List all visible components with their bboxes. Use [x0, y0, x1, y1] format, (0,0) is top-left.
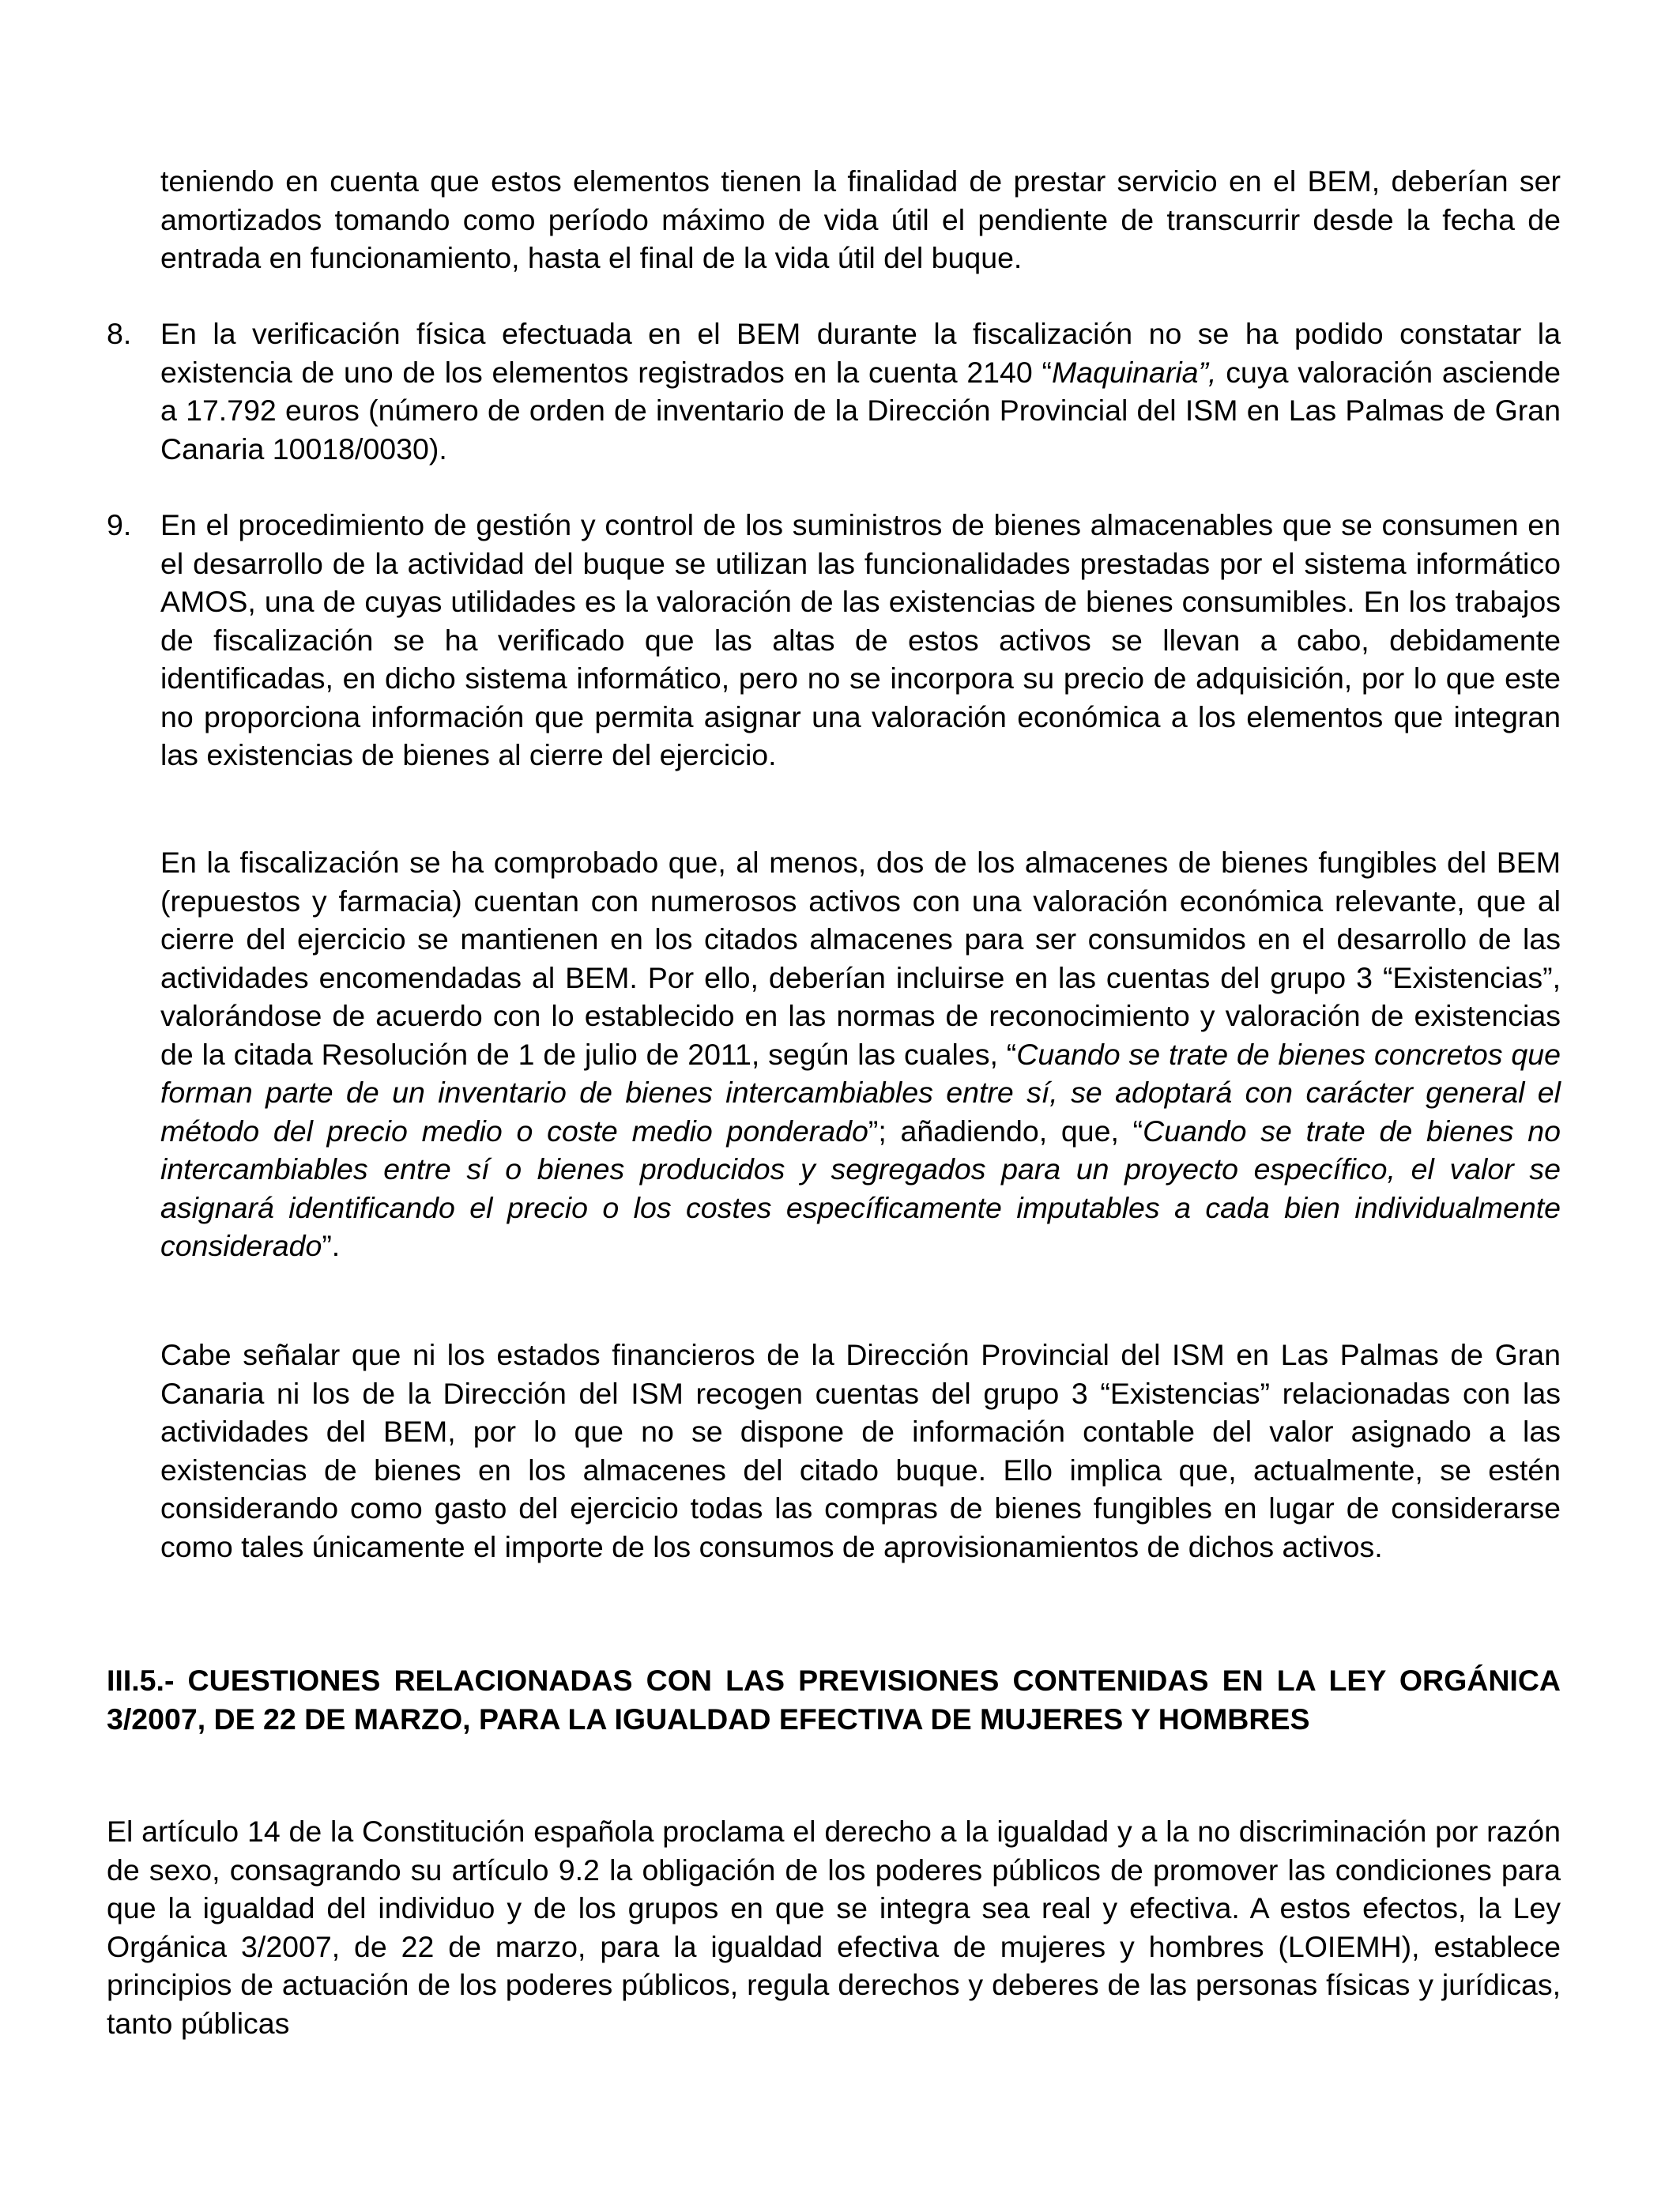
cabe-senalar-paragraph: Cabe señalar que ni los estados financieros de la Dirección Provincial del ISM en Las Palmas de Gran Canaria ni los de la Dirección del ISM recogen cuentas del grupo 3 “Existencias” relacionadas con las actividades del BEM, por lo que no se dispone de información contable del valor asignado a las existencias de bienes en los almacenes del citado buque. Ello implica que, actualmente, se estén considerando como gasto del ejercicio todas las compras de bienes fungibles en lugar de considerarse como tales únicamente el importe de los consumos de aprovisionamientos de dichos activos. [160, 1338, 1561, 1563]
item-8-paragraph [160, 315, 1561, 468]
item-8-number: 8. [107, 317, 132, 350]
item-9-paragraph: En el procedimiento de gestión y control de los suministros de bienes almacenables que se consumen en el desarrollo de la actividad del buque se utilizan las funcionalidades prestadas por el sistema informático AMOS, una de cuyas utilidades es la valoración de las existencias de bienes consumibles. En los trabajos de fiscalización se ha verificado que las altas de estos activos se llevan a cabo, debidamente identificadas, en dicho sistema informático, pero no se incorpora su precio de adquisición, por lo que este no proporciona información que permita asignar una valoración económica a los elementos que integran las existencias de bienes al cierre del ejercicio. [160, 508, 1561, 771]
fiscalizacion-quote-1: Cuando se trate de bienes concretos que forman parte de un inventario de bienes intercambiables entre sí, se adoptará con carácter general el método del precio medio o coste medio ponderado [160, 1037, 1561, 1148]
continuation-paragraph: teniendo en cuenta que estos elementos tienen la finalidad de prestar servicio en el BEM, deberían ser amortizados tomando como período máximo de vida útil el pendiente de transcurrir desde la fecha de entrada en funcionamiento, hasta el final de la vida útil del buque. [160, 164, 1561, 274]
fiscalizacion-quote-2: Cuando se trate de bienes no intercambiables entre sí o bienes producidos y segregados para un proyecto específico, el valor se asignará identificando el precio o los costes específicamente imputables a cada bien individualmente considerado [160, 1114, 1561, 1262]
articulo-14-paragraph: El artículo 14 de la Constitución española proclama el derecho a la igualdad y a la no discriminación por razón de sexo, consagrando su artículo 9.2 la obligación de los poderes públicos de promover las condiciones para que la igualdad del individuo y de los grupos en que se integra sea real y efectiva. A estos efectos, la Ley Orgánica 3/2007, de 22 de marzo, para la igualdad efectiva de mujeres y hombres (LOIEMH), establece principios de actuación de los poderes públicos, regula derechos y deberes de las personas físicas y jurídicas, tanto públicas [107, 1815, 1561, 2040]
item-8-italic: Maquinaria”, [1052, 355, 1217, 389]
item-9-number: 9. [107, 508, 132, 541]
item-8-text-b: cuya valoración asciende a 17.792 euros (número de orden de inventario de la Dirección Provincial del ISM en Las Palmas de Gran Canaria 10018/0030). [160, 355, 1561, 466]
fiscalizacion-text-b: ”; añadiendo, que, “ [868, 1114, 1143, 1148]
section-heading: III.5.- CUESTIONES RELACIONADAS CON LAS PREVISIONES CONTENIDAS EN LA LEY ORGÁNICA 3/2007, DE 22 DE MARZO, PARA LA IGUALDAD EFECTIVA DE MUJERES Y HOMBRES [107, 1664, 1561, 1736]
fiscalizacion-paragraph [160, 843, 1561, 1265]
fiscalizacion-text-c: ”. [322, 1229, 341, 1262]
item-8-text-a: En la verificación física efectuada en el BEM durante la fiscalización no se ha podido constatar la existencia de uno de los elementos registrados en la cuenta 2140 “ [160, 317, 1561, 389]
fiscalizacion-text-a: En la fiscalización se ha comprobado que, al menos, dos de los almacenes de bienes fungibles del BEM (repuestos y farmacia) cuentan con numerosos activos con una valoración económica relevante, que al cierre del ejercicio se mantienen en los citados almacenes para ser consumidos en el desarrollo de las actividades encomendadas al BEM. Por ello, deberían incluirse en las cuentas del grupo 3 “Existencias”, valorándose de acuerdo con lo establecido en las normas de reconocimiento y valoración de existencias de la citada Resolución de 1 de julio de 2011, según las cuales, “ [160, 846, 1561, 1071]
